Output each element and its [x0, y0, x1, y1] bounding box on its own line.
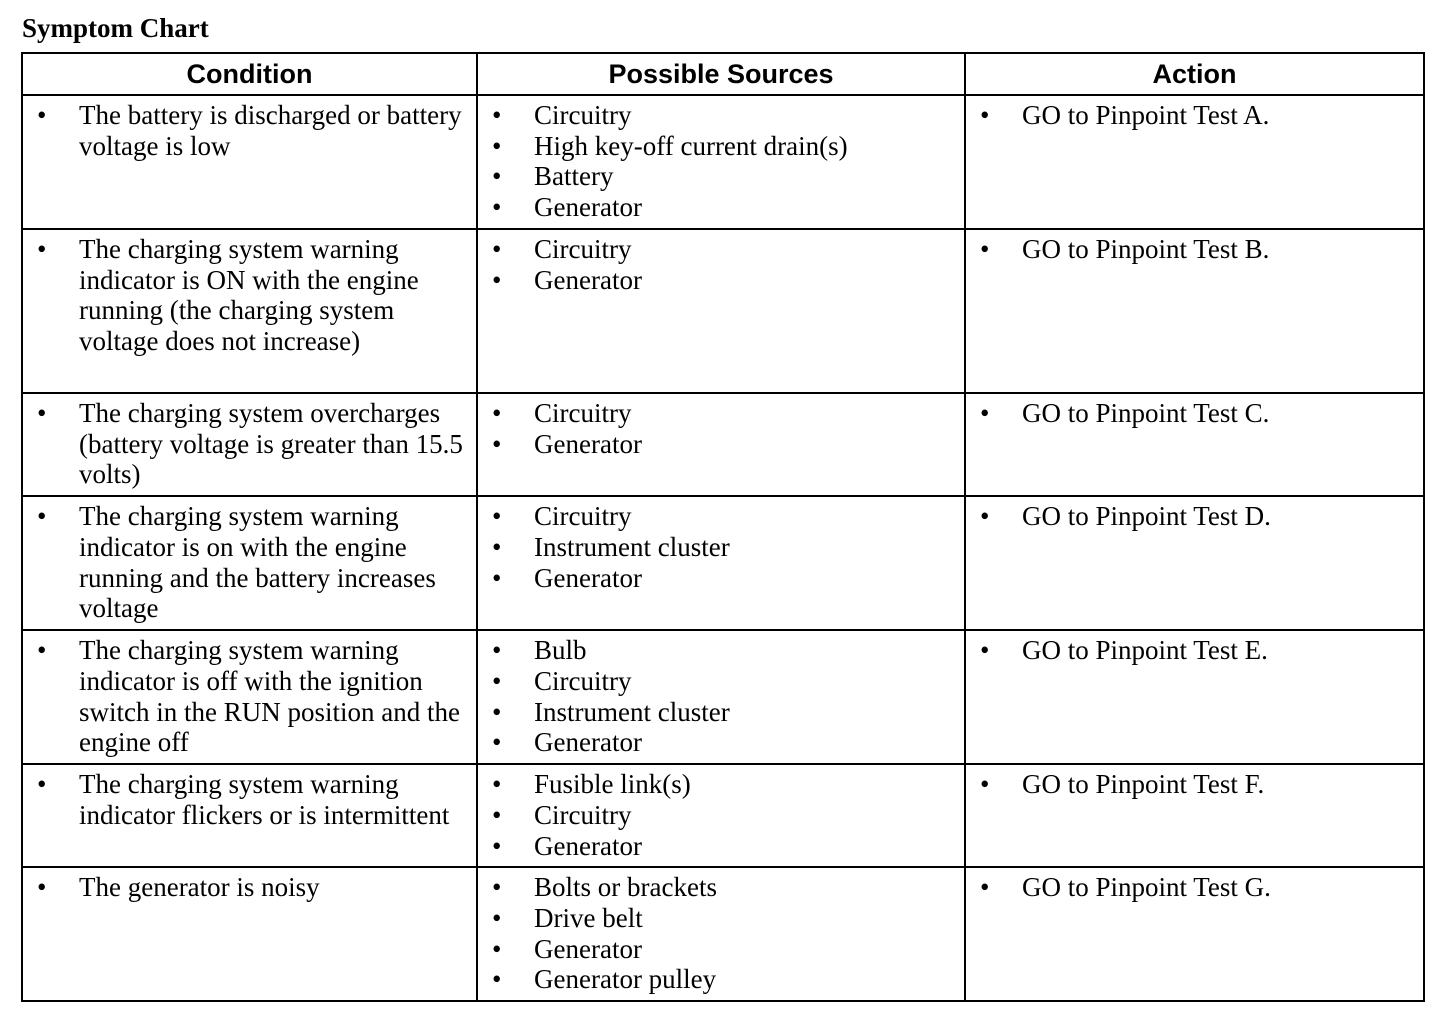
action-text: GO to Pinpoint Test F.: [1022, 769, 1265, 800]
source-text: Circuitry: [534, 665, 632, 696]
source-item: [478, 800, 958, 831]
source-item: [478, 234, 958, 265]
source-item: [478, 934, 958, 965]
bullet-icon: •: [492, 799, 502, 830]
condition-text: The battery is discharged or battery voltage is low: [79, 100, 462, 161]
action-text: GO to Pinpoint Test G.: [1022, 872, 1271, 903]
bullet-icon: •: [980, 501, 990, 532]
condition-cell: [22, 496, 477, 630]
bullet-icon: •: [980, 234, 990, 264]
condition-cell: [22, 95, 477, 229]
action-cell: [965, 867, 1424, 1001]
possible-sources-cell: [477, 764, 965, 867]
possible-sources-cell: [477, 630, 965, 764]
condition-item: [23, 872, 470, 903]
source-item: [478, 192, 958, 223]
column-header-action: Action: [965, 53, 1424, 95]
bullet-icon: •: [980, 872, 990, 903]
source-item: [478, 872, 958, 903]
column-header-condition: Condition: [22, 53, 477, 95]
source-item: [478, 563, 958, 594]
table-row: [22, 867, 1424, 1001]
source-item: [478, 635, 958, 666]
table-header-row: [22, 53, 1424, 95]
bullet-icon: •: [492, 696, 502, 727]
table-row: [22, 95, 1424, 229]
bullet-icon: •: [492, 161, 502, 192]
source-text: Generator: [534, 933, 642, 964]
source-text: Generator: [534, 562, 642, 593]
action-item: [966, 398, 1417, 429]
possible-sources-cell: [477, 229, 965, 393]
source-item: [478, 100, 958, 131]
bullet-icon: •: [492, 727, 502, 758]
condition-item: [23, 769, 470, 830]
source-text: Instrument cluster: [534, 531, 730, 562]
table-row: [22, 229, 1424, 393]
source-item: [478, 727, 958, 758]
source-text: Generator: [534, 192, 642, 223]
bullet-icon: •: [492, 830, 502, 861]
action-cell: [965, 393, 1424, 496]
action-item: [966, 769, 1417, 800]
bullet-icon: •: [492, 872, 502, 903]
bullet-icon: •: [37, 769, 47, 800]
bullet-icon: •: [492, 264, 502, 295]
bullet-icon: •: [492, 933, 502, 964]
bullet-icon: •: [492, 665, 502, 696]
bullet-icon: •: [492, 234, 502, 264]
source-text: Generator: [534, 727, 642, 758]
source-text: High key-off current drain(s): [534, 130, 848, 161]
bullet-icon: •: [37, 872, 47, 903]
condition-item: [23, 501, 470, 624]
source-item: [478, 903, 958, 934]
action-text: GO to Pinpoint Test B.: [1022, 234, 1270, 264]
condition-text: The charging system overcharges (battery voltage is greater than 15.5 volts): [79, 398, 463, 490]
source-text: Bulb: [534, 635, 587, 666]
bullet-icon: •: [492, 635, 502, 666]
bullet-icon: •: [492, 192, 502, 223]
source-text: Circuitry: [534, 501, 632, 532]
source-text: Circuitry: [534, 799, 632, 830]
source-text: Generator: [534, 428, 642, 459]
bullet-icon: •: [980, 398, 990, 428]
bullet-icon: •: [37, 635, 47, 666]
condition-text: The charging system warning indicator is off with the ignition switch in the RUN position and the engine off: [79, 635, 460, 758]
source-item: [478, 429, 958, 460]
bullet-icon: •: [492, 398, 502, 428]
possible-sources-cell: [477, 393, 965, 496]
bullet-icon: •: [492, 964, 502, 995]
condition-item: [23, 398, 470, 490]
condition-cell: [22, 764, 477, 867]
action-text: GO to Pinpoint Test C.: [1022, 398, 1270, 428]
source-item: [478, 398, 958, 429]
action-cell: [965, 229, 1424, 393]
action-cell: [965, 630, 1424, 764]
action-item: [966, 872, 1417, 903]
source-item: [478, 501, 958, 532]
table-row: [22, 764, 1424, 867]
source-item: [478, 831, 958, 862]
action-cell: [965, 496, 1424, 630]
bullet-icon: •: [492, 130, 502, 161]
possible-sources-cell: [477, 95, 965, 229]
action-text: GO to Pinpoint Test E.: [1022, 635, 1268, 666]
source-text: Generator: [534, 264, 642, 295]
bullet-icon: •: [37, 100, 47, 130]
condition-text: The charging system warning indicator flickers or is intermittent: [79, 769, 450, 830]
possible-sources-cell: [477, 867, 965, 1001]
table-row: [22, 393, 1424, 496]
condition-item: [23, 635, 470, 758]
bullet-icon: •: [37, 398, 47, 428]
source-item: [478, 697, 958, 728]
bullet-icon: •: [37, 234, 47, 264]
bullet-icon: •: [492, 501, 502, 532]
source-item: [478, 161, 958, 192]
action-text: GO to Pinpoint Test D.: [1022, 501, 1271, 532]
condition-text: The charging system warning indicator is on with the engine running and the battery increases voltage: [79, 501, 436, 624]
condition-cell: [22, 867, 477, 1001]
condition-item: [23, 234, 470, 357]
bullet-icon: •: [980, 635, 990, 666]
condition-item: [23, 100, 470, 161]
source-text: Circuitry: [534, 398, 632, 428]
source-text: Battery: [534, 161, 614, 192]
source-text: Circuitry: [534, 234, 632, 264]
source-text: Circuitry: [534, 100, 632, 130]
page-title: Symptom Chart: [22, 13, 209, 43]
action-cell: [965, 95, 1424, 229]
source-text: Fusible link(s): [534, 769, 691, 800]
condition-text: The generator is noisy: [79, 872, 320, 903]
action-text: GO to Pinpoint Test A.: [1022, 100, 1270, 130]
bullet-icon: •: [492, 428, 502, 459]
source-item: [478, 666, 958, 697]
source-item: [478, 131, 958, 162]
table-row: [22, 630, 1424, 764]
condition-text: The charging system warning indicator is ON with the engine running (the charging system voltage does not increase): [79, 234, 419, 357]
source-item: [478, 532, 958, 563]
source-text: Drive belt: [534, 902, 643, 933]
source-text: Bolts or brackets: [534, 872, 717, 903]
condition-cell: [22, 229, 477, 393]
table-row: [22, 496, 1424, 630]
source-text: Generator pulley: [534, 964, 717, 995]
action-item: [966, 635, 1417, 666]
source-item: [478, 265, 958, 296]
symptom-chart-table: [21, 52, 1425, 1002]
bullet-icon: •: [980, 769, 990, 800]
source-item: [478, 769, 958, 800]
bullet-icon: •: [492, 769, 502, 800]
bullet-icon: •: [980, 100, 990, 130]
bullet-icon: •: [492, 902, 502, 933]
action-item: [966, 501, 1417, 532]
column-header-possible-sources: Possible Sources: [477, 53, 965, 95]
source-text: Generator: [534, 830, 642, 861]
bullet-icon: •: [492, 531, 502, 562]
source-text: Instrument cluster: [534, 696, 730, 727]
possible-sources-cell: [477, 496, 965, 630]
bullet-icon: •: [492, 100, 502, 130]
action-cell: [965, 764, 1424, 867]
action-item: [966, 100, 1417, 131]
source-item: [478, 964, 958, 995]
bullet-icon: •: [37, 501, 47, 532]
action-item: [966, 234, 1417, 265]
condition-cell: [22, 393, 477, 496]
condition-cell: [22, 630, 477, 764]
bullet-icon: •: [492, 562, 502, 593]
